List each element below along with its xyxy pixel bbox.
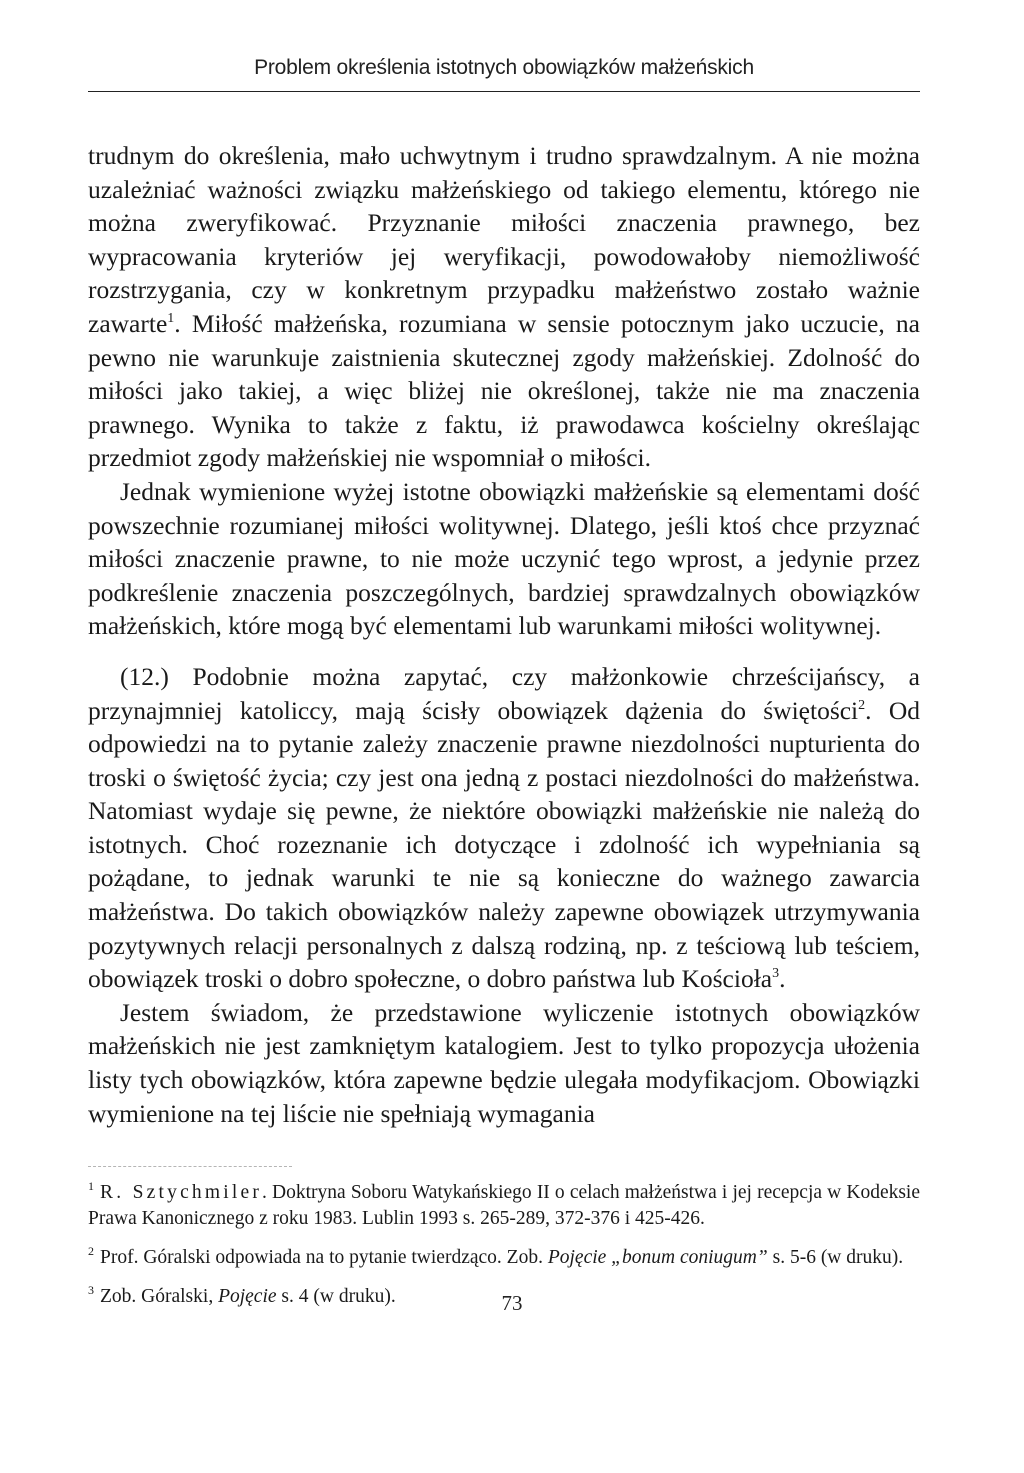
main-text — [88, 139, 920, 1130]
footnote-3-text-a: Zob. Góralski, — [100, 1286, 219, 1307]
footnote-3-title: Pojęcie — [218, 1286, 277, 1307]
paragraph-3-text-c: . — [779, 964, 786, 994]
paragraph-1 — [88, 139, 920, 475]
paragraph-3-text-b: . Od odpowiedzi na to pytanie zależy znaczenie prawne niezdolności nupturienta do troski o świętość życia; czy jest ona jedną z postaci niezdolności do małżeństwa. Natomiast wydaje się pewne, że niektóre obowiązki małżeńskie nie należą do istotnych. Choć rozeznanie ich dotyczące i zdolność ich wypełniania są pożądane, to jednak warunki te nie są konieczne do ważnego zawarcia małżeństwa. Do takich obowiązków należy zapewne obowiązek utrzymywania pozytywnych relacji personalnych z dalszą rodziną, np. z teściową lub teściem, obowiązek troski o dobro społeczne, o dobro państwa lub Kościoła — [88, 695, 920, 994]
footnote-1-mark: 1 — [88, 1179, 94, 1193]
paragraph-1-text-a: trudnym do określenia, mało uchwytnym i trudno sprawdzalnym. A nie można uzależniać ważności związku małżeńskiego od takiego elementu, którego nie można zweryfikować. Przyznanie miłości znaczenia prawnego, bez wypracowania kryteriów jej weryfikacji, powodowałoby niemożliwość rozstrzygania, czy w konkretnym przypadku małżeństwo zostało ważnie zawarte — [88, 141, 920, 338]
paragraph-3 — [88, 660, 920, 996]
running-header: Problem określenia istotnych obowiązków małżeńskich — [254, 56, 754, 79]
footnote-3-mark: 3 — [88, 1283, 94, 1297]
footnote-separator — [88, 1166, 292, 1167]
paragraph-4: Jestem świadom, że przedstawione wyliczenie istotnych obowiązków małżeńskich nie jest zamkniętym katalogiem. Jest to tylko propozycja ułożenia listy tych obowiązków, która zapewne będzie ulegała modyfikacjom. Obowiązki wymienione na tej liście nie spełniają wymagania — [88, 997, 920, 1128]
footnote-1 — [88, 1180, 920, 1232]
footnote-2-mark: 2 — [88, 1244, 94, 1258]
footnote-ref-2[interactable]: 2 — [858, 697, 866, 713]
footnote-1-text: . Doktryna Soboru Watykańskiego II o celach małżeństwa i jej recepcja w Kodeksie Prawa Kanonicznego z roku 1983. Lublin 1993 s. 265-289, 372-376 i 425-426. — [88, 1182, 921, 1229]
page-number: 73 — [501, 1291, 523, 1315]
footnote-ref-3[interactable]: 3 — [772, 966, 780, 982]
footnote-2-text-b: s. 5-6 (w druku). — [767, 1247, 904, 1268]
header-rule — [88, 91, 920, 92]
footnote-ref-1[interactable]: 1 — [167, 310, 175, 326]
footnote-1-author: R. Sztychmiler — [100, 1182, 263, 1203]
footnote-2-title: Pojęcie „bonum coniugum” — [547, 1247, 768, 1268]
paragraph-3-text-a: (12.) Podobnie można zapytać, czy małżonkowie chrześcijańscy, a przynajmniej katoliccy, mają ścisły obowiązek dążenia do świętości — [88, 661, 920, 725]
paragraph-2: Jednak wymienione wyżej istotne obowiązki małżeńskie są elementami dość powszechnie rozumianej miłości wolitywnej. Dlatego, jeśli ktoś chce przyznać miłości znaczenie prawne, to nie może uczynić tego wprost, a jedynie przez podkreślenie znaczenia poszczególnych, bardziej sprawdzalnych obowiązków małżeńskich, które mogą być elementami lub warunkami miłości wolitywnej. — [88, 476, 920, 641]
footnote-3-text-b: s. 4 (w druku). — [276, 1286, 396, 1307]
footnote-2-text-a: Prof. Góralski odpowiada na to pytanie twierdząco. Zob. — [100, 1247, 548, 1268]
paragraph-1-text-b: . Miłość małżeńska, rozumiana w sensie potocznym jako uczucie, na pewno nie warunkuje zaistnienia skutecznej zgody małżeńskiej. Zdolność do miłości jako takiej, a więc bliżej nie określonej, także nie ma znaczenia prawnego. Wynika to także z faktu, iż prawodawca kościelny określając przedmiot zgody małżeńskiej nie wspomniał o miłości. — [88, 308, 920, 473]
footnote-2 — [88, 1245, 920, 1271]
